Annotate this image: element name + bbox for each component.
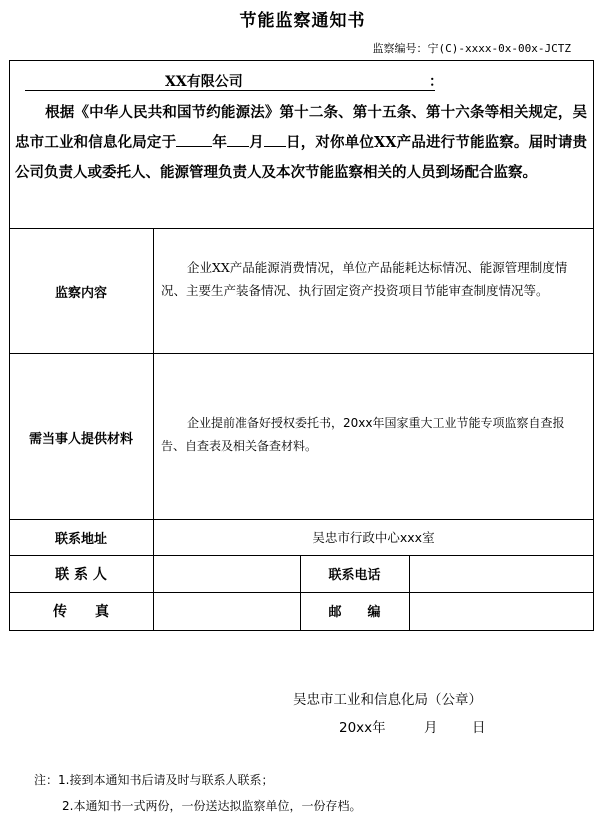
year-blank[interactable] — [176, 132, 212, 147]
inspection-number: 监察编号：宁(C)-xxxx-0x-00x-JCTZ — [372, 42, 571, 55]
document-title: 节能监察通知书 — [239, 11, 366, 31]
divider — [9, 228, 594, 229]
content-text: 企业XX产品能源消费情况，单位产品能耗达标情况、能源管理制度情况、主要生产装备情况、执行固定资产投资项目节能审查制度情况等。 — [161, 260, 568, 298]
day-label: 日 — [285, 134, 301, 151]
intro-text-part1: 根据《中华人民共和国节约能源法》第十二条、第十五条、第十六条等相关规定，吴忠市工业和信息化局定于 — [15, 104, 587, 151]
postcode-label: 邮 编 — [328, 605, 381, 620]
sign-year: 20xx年 — [339, 720, 386, 736]
address-value: 吴忠市行政中心xxx室 — [312, 530, 435, 545]
divider — [9, 353, 594, 354]
company-underline — [25, 70, 435, 91]
note-line-1: 注：1.接到本通知书后请及时与联系人联系； — [34, 773, 274, 787]
month-blank[interactable] — [227, 132, 249, 147]
intro-text-part2: ，对你单位XX产品进行节能监察。届时请贵公司负责人或委托人、能源管理负责人及本次节能监察相关的人员到场配合监察。 — [15, 134, 588, 181]
content-label: 监察内容 — [54, 286, 107, 301]
year-label: 年 — [212, 134, 228, 151]
materials-text: 企业提前准备好授权委托书，20xx年国家重大工业节能专项监察自查报告、自查表及相关备查材料。 — [161, 416, 565, 453]
divider — [9, 519, 594, 520]
contact-value[interactable] — [153, 556, 300, 592]
issuing-organization: 吴忠市工业和信息化局（公章） — [293, 692, 482, 708]
postcode-value[interactable] — [409, 593, 594, 630]
phone-value[interactable] — [409, 556, 594, 592]
materials-label: 需当事人提供材料 — [28, 432, 133, 447]
contact-label: 联 系 人 — [55, 567, 107, 583]
intro-section — [9, 60, 594, 228]
month-label: 月 — [249, 134, 264, 151]
address-label: 联系地址 — [54, 532, 107, 547]
colon: ： — [429, 74, 443, 90]
company-name: XX有限公司 — [165, 74, 243, 90]
intro-paragraph — [15, 98, 587, 188]
fax-value[interactable] — [153, 593, 300, 630]
sign-month: 月 — [424, 720, 438, 736]
fax-label: 传 真 — [53, 604, 109, 620]
note-line-2: 2.本通知书一式两份，一份送达拟监察单位，一份存档。 — [62, 799, 362, 813]
day-blank[interactable] — [264, 132, 286, 147]
sign-day: 日 — [472, 720, 486, 736]
phone-label: 联系电话 — [328, 568, 381, 583]
